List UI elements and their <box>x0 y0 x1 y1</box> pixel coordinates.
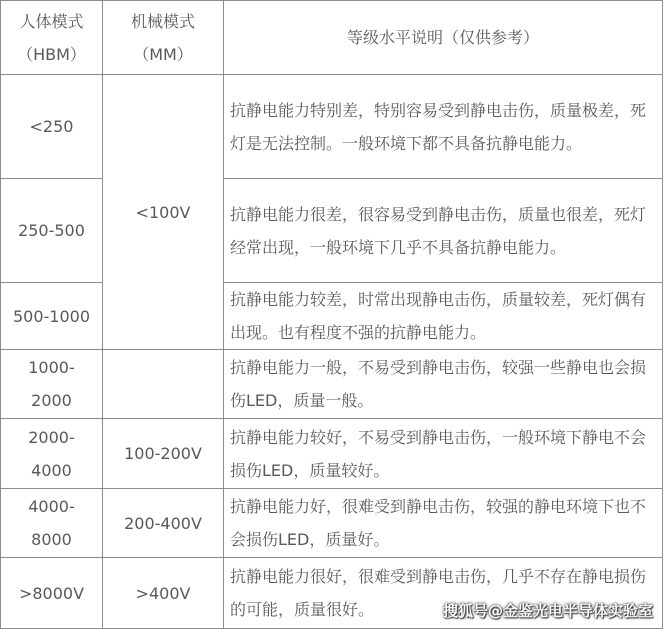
hbm-cell-line1: 2000- <box>28 427 75 447</box>
table-row <box>1 419 663 489</box>
desc-cell: 抗静电能力较好，不易受到静电击伤，一般环境下静电不会损伤LED，质量较好。 <box>224 419 663 489</box>
header-mm-line2: （MM） <box>133 44 193 64</box>
header-desc: 等级水平说明（仅供参考） <box>224 1 663 75</box>
hbm-cell-line1: 4000- <box>28 497 75 516</box>
header-hbm-line1: 人体模式 <box>19 11 84 31</box>
desc-cell: 抗静电能力特别差，特别容易受到静电击伤，质量极差，死灯是无法控制。一般环境下都不具备抗静电能力。 <box>224 75 663 179</box>
desc-cell: 抗静电能力很好，很难受到静电击伤，几乎不存在静电损伤的可能，质量很好。 <box>224 558 663 629</box>
mm-cell: 100-200V <box>103 419 224 489</box>
table-row <box>1 350 663 419</box>
hbm-cell: >8000V <box>1 558 103 629</box>
mm-cell: >400V <box>103 558 224 629</box>
header-mm <box>103 1 224 75</box>
desc-cell: 抗静电能力较差，时常出现静电击伤，质量较差，死灯偶有出现。也有程度不强的抗静电能力。 <box>224 283 663 350</box>
hbm-cell-line1: 1000- <box>28 358 75 377</box>
hbm-cell-line2: 2000 <box>31 391 72 410</box>
desc-cell: 抗静电能力一般，不易受到静电击伤，较强一些静电也会损伤LED，质量一般。 <box>224 350 663 419</box>
header-mm-line1: 机械模式 <box>130 11 195 31</box>
hbm-cell <box>1 419 103 489</box>
hbm-cell: 500-1000 <box>1 283 103 350</box>
hbm-cell-line2: 8000 <box>31 530 72 549</box>
table-row <box>1 489 663 558</box>
mm-cell-merged: <100V <box>103 75 224 350</box>
table-row <box>1 283 663 350</box>
source-watermark: 搜狐号@金鉴光电半导体实验室 <box>442 602 653 620</box>
table-row <box>1 75 663 179</box>
mm-cell-empty <box>103 350 224 419</box>
hbm-cell-line2: 4000 <box>31 460 72 480</box>
header-hbm <box>1 1 103 75</box>
mm-cell: 200-400V <box>103 489 224 558</box>
hbm-cell: <250 <box>1 75 103 179</box>
table-row <box>1 179 663 283</box>
header-row <box>1 1 663 75</box>
hbm-cell: 250-500 <box>1 179 103 283</box>
header-hbm-line2: （HBM） <box>17 44 86 64</box>
desc-cell: 抗静电能力很差，很容易受到静电击伤，质量也很差，死灯经常出现，一般环境下几乎不具备抗静电能力。 <box>224 179 663 283</box>
desc-cell: 抗静电能力好，很难受到静电击伤，较强的静电环境下也不会损伤LED，质量好。 <box>224 489 663 558</box>
hbm-cell <box>1 489 103 558</box>
hbm-cell <box>1 350 103 419</box>
